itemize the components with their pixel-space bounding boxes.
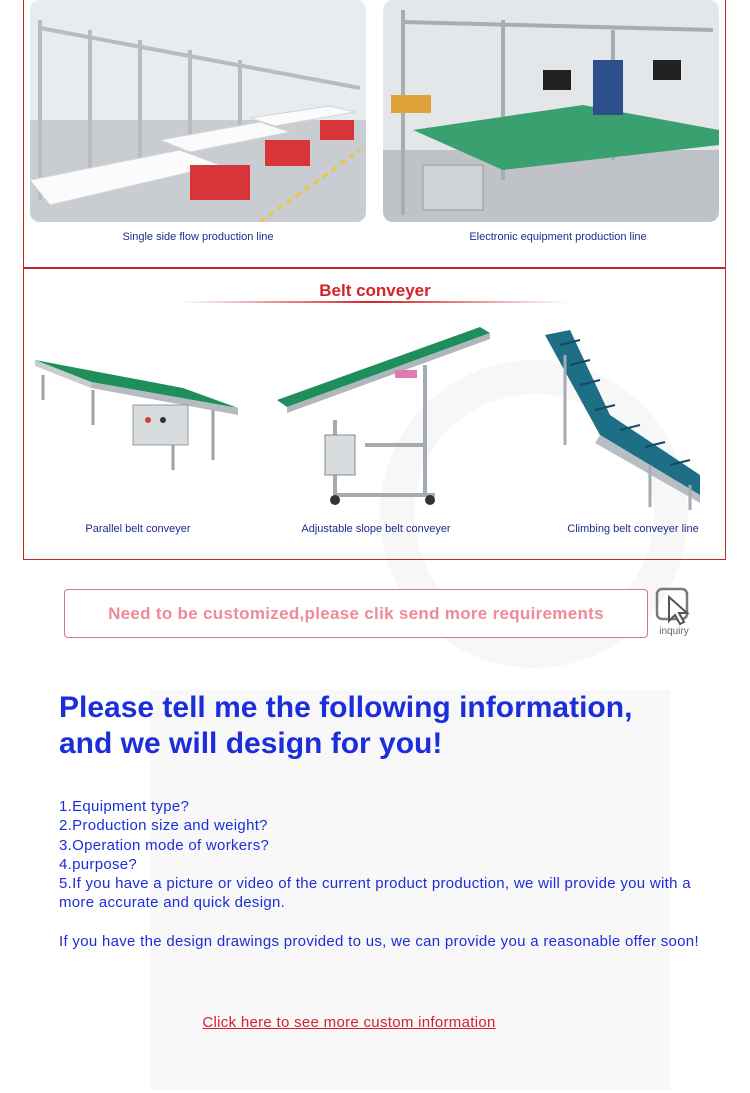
list-item: 1.Equipment type? <box>59 798 190 815</box>
customize-inquiry-button[interactable] <box>64 589 648 638</box>
parallel-belt-conveyer-caption: Parallel belt conveyer <box>85 523 191 535</box>
more-custom-info-link[interactable]: Click here to see more custom information <box>202 1014 496 1031</box>
electronic-equipment-line-photo[interactable] <box>383 0 719 222</box>
list-item: 4.purpose? <box>59 855 138 873</box>
inquiry-label: inquiry <box>659 626 689 637</box>
inquiry-icon-button[interactable] <box>652 587 696 643</box>
design-drawings-note: If you have the design drawings provided to us, we can provide you a reasonable offer soon! <box>59 933 699 950</box>
customize-inquiry-text: Need to be customized,please clik send more requirements <box>108 603 604 623</box>
title-underline <box>180 301 570 303</box>
list-item: 5.If you have a picture or video of the current product production, we will provide you with a more accurate and quick design. <box>59 875 691 912</box>
climbing-belt-conveyer-caption: Climbing belt conveyer line <box>567 523 699 535</box>
info-headline <box>59 690 632 762</box>
parallel-belt-conveyer-image[interactable] <box>33 340 243 485</box>
headline-line-1: Please tell me the following information, <box>59 691 633 724</box>
climbing-belt-conveyer-image[interactable] <box>540 325 710 515</box>
adjustable-slope-belt-conveyer-caption: Adjustable slope belt conveyer <box>301 523 451 535</box>
single-side-flow-line-photo[interactable] <box>30 0 366 222</box>
electronic-equipment-line-caption: Electronic equipment production line <box>469 231 647 243</box>
cursor-click-icon <box>655 587 693 625</box>
list-item: 2.Production size and weight? <box>59 817 268 835</box>
requirements-list <box>59 797 699 913</box>
headline-line-2: and we will design for you! <box>59 727 443 760</box>
adjustable-slope-belt-conveyer-image[interactable] <box>275 325 495 510</box>
belt-conveyer-title: Belt conveyer <box>319 281 431 300</box>
list-item: 3.Operation mode of workers? <box>59 836 270 854</box>
single-side-flow-line-caption: Single side flow production line <box>122 231 274 243</box>
